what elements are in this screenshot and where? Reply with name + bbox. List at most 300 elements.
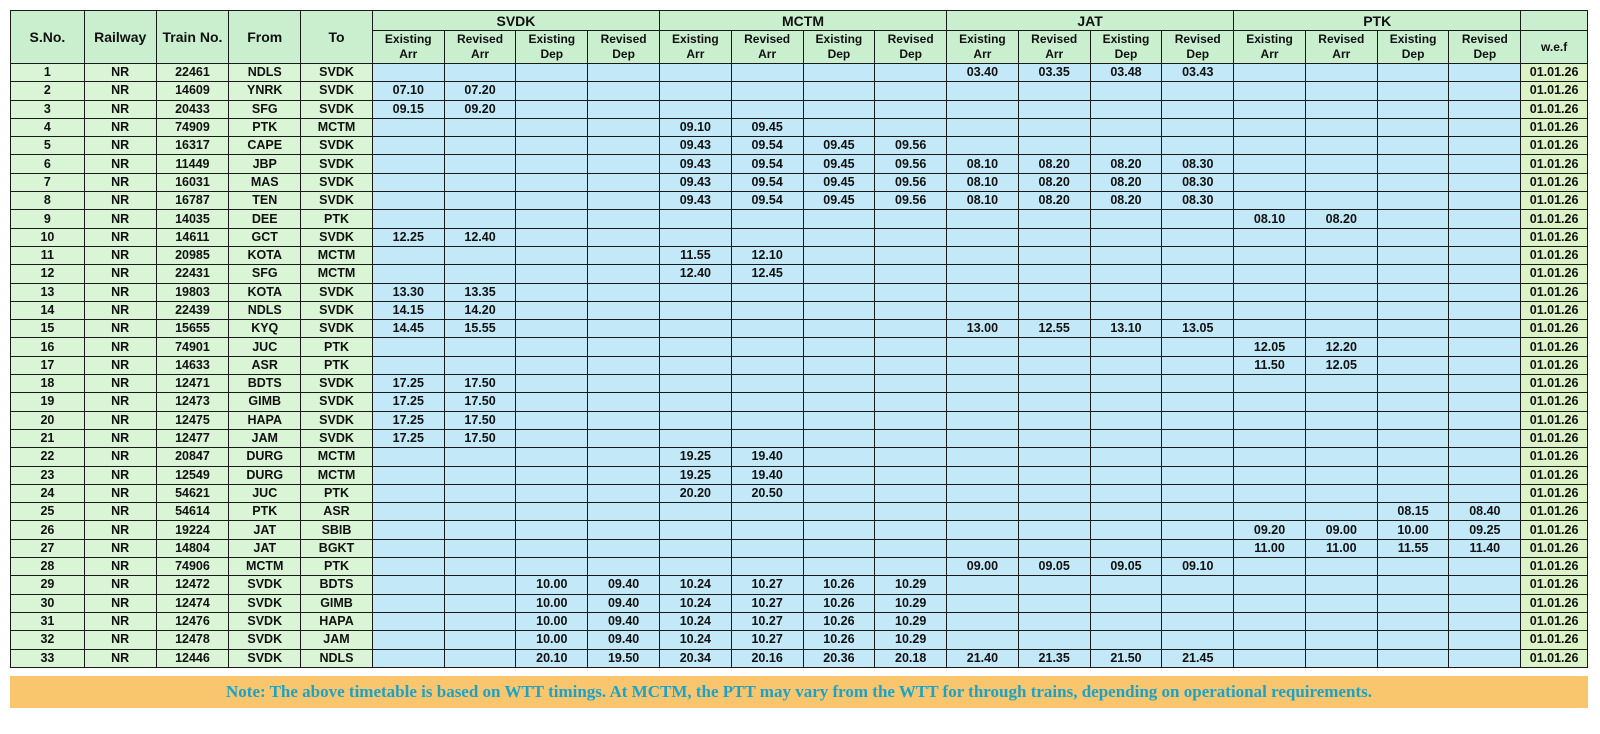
cell-to: SVDK [301,137,373,155]
cell-ptk-existing-arr [1234,64,1306,82]
cell-svdk-existing-arr [372,649,444,667]
cell-jat-existing-arr [947,503,1019,521]
cell-svdk-revised-dep [588,320,660,338]
cell-train-no: 54614 [156,503,229,521]
cell-wef: 01.01.26 [1521,100,1588,118]
cell-jat-revised-dep [1162,594,1234,612]
cell-mctm-existing-dep [803,466,875,484]
cell-railway: NR [84,320,156,338]
cell-mctm-existing-dep [803,484,875,502]
cell-svdk-existing-dep [516,246,588,264]
cell-railway: NR [84,338,156,356]
cell-jat-existing-dep [1090,631,1162,649]
cell-to: SBIB [301,521,373,539]
cell-jat-existing-arr [947,484,1019,502]
cell-ptk-revised-dep [1449,594,1521,612]
cell-mctm-revised-arr: 10.27 [731,594,803,612]
cell-wef: 01.01.26 [1521,484,1588,502]
cell-sno: 22 [11,448,85,466]
cell-svdk-revised-arr [444,539,516,557]
cell-railway: NR [84,393,156,411]
cell-svdk-existing-dep [516,448,588,466]
cell-mctm-existing-arr [659,283,731,301]
cell-svdk-revised-arr: 13.35 [444,283,516,301]
cell-railway: NR [84,118,156,136]
cell-ptk-existing-arr [1234,576,1306,594]
cell-jat-existing-dep [1090,356,1162,374]
cell-mctm-existing-dep [803,64,875,82]
cell-from: DURG [229,448,301,466]
cell-from: KOTA [229,283,301,301]
cell-jat-revised-arr: 08.20 [1018,192,1090,210]
cell-mctm-existing-arr [659,393,731,411]
cell-jat-existing-arr: 08.10 [947,155,1019,173]
cell-ptk-existing-arr [1234,228,1306,246]
cell-svdk-existing-arr [372,137,444,155]
cell-svdk-existing-dep: 10.00 [516,612,588,630]
cell-mctm-revised-arr: 09.54 [731,155,803,173]
cell-mctm-existing-arr: 20.34 [659,649,731,667]
cell-jat-existing-arr [947,594,1019,612]
cell-jat-revised-arr: 21.35 [1018,649,1090,667]
cell-mctm-revised-arr: 10.27 [731,631,803,649]
cell-svdk-existing-dep [516,539,588,557]
cell-jat-revised-dep [1162,265,1234,283]
cell-mctm-existing-arr: 19.25 [659,466,731,484]
cell-ptk-existing-arr [1234,393,1306,411]
table-row [11,137,1588,155]
table-row [11,265,1588,283]
cell-ptk-existing-arr: 12.05 [1234,338,1306,356]
cell-mctm-existing-dep: 09.45 [803,192,875,210]
cell-ptk-revised-arr [1305,192,1377,210]
cell-jat-existing-dep [1090,338,1162,356]
cell-ptk-revised-arr [1305,246,1377,264]
cell-ptk-existing-dep [1377,210,1449,228]
cell-svdk-existing-dep [516,484,588,502]
cell-wef: 01.01.26 [1521,118,1588,136]
cell-ptk-existing-dep [1377,631,1449,649]
cell-railway: NR [84,375,156,393]
cell-from: CAPE [229,137,301,155]
cell-wef: 01.01.26 [1521,64,1588,82]
cell-wef: 01.01.26 [1521,338,1588,356]
cell-jat-revised-arr [1018,356,1090,374]
cell-jat-revised-arr [1018,466,1090,484]
cell-jat-existing-arr [947,82,1019,100]
table-row [11,649,1588,667]
cell-mctm-existing-dep [803,411,875,429]
cell-ptk-existing-arr [1234,375,1306,393]
header-railway: Railway [84,11,156,64]
cell-train-no: 12471 [156,375,229,393]
cell-railway: NR [84,558,156,576]
cell-ptk-revised-arr [1305,466,1377,484]
cell-mctm-existing-dep [803,521,875,539]
cell-jat-revised-arr [1018,594,1090,612]
cell-from: SVDK [229,594,301,612]
cell-jat-existing-arr [947,338,1019,356]
cell-from: DEE [229,210,301,228]
cell-train-no: 19224 [156,521,229,539]
cell-mctm-revised-arr [731,82,803,100]
cell-svdk-revised-dep [588,375,660,393]
cell-ptk-existing-arr [1234,173,1306,191]
cell-mctm-existing-arr: 09.43 [659,173,731,191]
cell-wef: 01.01.26 [1521,448,1588,466]
cell-svdk-existing-arr [372,64,444,82]
cell-svdk-existing-dep: 20.10 [516,649,588,667]
cell-ptk-revised-dep [1449,82,1521,100]
cell-railway: NR [84,521,156,539]
cell-mctm-existing-arr: 09.43 [659,137,731,155]
cell-ptk-revised-arr [1305,411,1377,429]
cell-mctm-revised-dep [875,64,947,82]
cell-ptk-revised-arr: 08.20 [1305,210,1377,228]
cell-mctm-revised-arr: 09.54 [731,192,803,210]
cell-ptk-revised-dep [1449,265,1521,283]
cell-train-no: 11449 [156,155,229,173]
cell-svdk-revised-arr [444,612,516,630]
cell-ptk-existing-arr [1234,631,1306,649]
table-row [11,448,1588,466]
cell-mctm-revised-dep [875,466,947,484]
cell-mctm-revised-arr: 09.54 [731,173,803,191]
cell-svdk-revised-dep [588,558,660,576]
cell-mctm-existing-arr [659,375,731,393]
cell-from: KOTA [229,246,301,264]
cell-mctm-revised-dep [875,393,947,411]
cell-train-no: 20985 [156,246,229,264]
cell-ptk-revised-arr [1305,265,1377,283]
cell-wef: 01.01.26 [1521,155,1588,173]
subheader-svdk-revised-dep: Revised Dep [588,31,660,64]
cell-mctm-existing-dep [803,283,875,301]
cell-svdk-revised-dep [588,100,660,118]
cell-railway: NR [84,265,156,283]
cell-mctm-revised-dep [875,228,947,246]
cell-mctm-revised-dep [875,558,947,576]
cell-mctm-revised-arr: 20.16 [731,649,803,667]
cell-train-no: 15655 [156,320,229,338]
cell-mctm-existing-dep [803,503,875,521]
cell-ptk-revised-arr [1305,301,1377,319]
cell-ptk-revised-arr [1305,82,1377,100]
cell-svdk-revised-arr: 17.50 [444,411,516,429]
cell-ptk-revised-dep [1449,356,1521,374]
cell-sno: 4 [11,118,85,136]
cell-ptk-revised-arr [1305,631,1377,649]
cell-mctm-revised-dep [875,100,947,118]
cell-to: SVDK [301,301,373,319]
cell-jat-revised-arr [1018,82,1090,100]
cell-mctm-existing-dep [803,246,875,264]
cell-svdk-existing-arr [372,503,444,521]
cell-mctm-existing-arr [659,210,731,228]
cell-jat-existing-arr [947,539,1019,557]
subheader-jat-existing-dep: Existing Dep [1090,31,1162,64]
cell-ptk-existing-dep [1377,301,1449,319]
cell-train-no: 14804 [156,539,229,557]
cell-from: SVDK [229,612,301,630]
cell-mctm-existing-arr: 10.24 [659,612,731,630]
cell-ptk-revised-dep [1449,576,1521,594]
cell-mctm-existing-arr: 09.10 [659,118,731,136]
cell-mctm-existing-dep: 20.36 [803,649,875,667]
cell-mctm-revised-dep: 10.29 [875,576,947,594]
cell-jat-revised-dep: 08.30 [1162,173,1234,191]
cell-mctm-revised-dep [875,283,947,301]
cell-mctm-revised-arr [731,301,803,319]
cell-svdk-revised-dep [588,155,660,173]
cell-train-no: 12472 [156,576,229,594]
cell-svdk-existing-dep [516,429,588,447]
cell-svdk-revised-dep [588,503,660,521]
cell-svdk-revised-arr [444,594,516,612]
cell-svdk-revised-dep: 09.40 [588,612,660,630]
cell-mctm-existing-dep: 10.26 [803,631,875,649]
cell-mctm-existing-dep [803,558,875,576]
cell-wef: 01.01.26 [1521,539,1588,557]
cell-svdk-existing-dep [516,100,588,118]
cell-svdk-existing-arr: 17.25 [372,429,444,447]
cell-jat-revised-dep [1162,375,1234,393]
cell-jat-revised-dep [1162,576,1234,594]
cell-railway: NR [84,246,156,264]
cell-ptk-revised-arr [1305,393,1377,411]
table-row [11,356,1588,374]
cell-to: PTK [301,210,373,228]
cell-sno: 17 [11,356,85,374]
cell-ptk-revised-arr [1305,100,1377,118]
cell-jat-existing-arr [947,301,1019,319]
cell-svdk-existing-dep [516,173,588,191]
cell-to: NDLS [301,649,373,667]
cell-mctm-existing-arr [659,503,731,521]
cell-jat-revised-arr: 03.35 [1018,64,1090,82]
cell-ptk-revised-arr [1305,283,1377,301]
cell-to: SVDK [301,192,373,210]
table-row [11,173,1588,191]
cell-sno: 15 [11,320,85,338]
cell-svdk-revised-arr: 09.20 [444,100,516,118]
cell-svdk-existing-dep: 10.00 [516,576,588,594]
cell-svdk-existing-dep [516,411,588,429]
cell-jat-existing-arr: 21.40 [947,649,1019,667]
cell-ptk-revised-arr [1305,155,1377,173]
cell-jat-revised-arr [1018,612,1090,630]
cell-from: KYQ [229,320,301,338]
cell-ptk-revised-dep [1449,631,1521,649]
cell-sno: 33 [11,649,85,667]
cell-svdk-revised-arr [444,521,516,539]
cell-railway: NR [84,411,156,429]
cell-mctm-existing-arr [659,521,731,539]
cell-svdk-existing-arr [372,612,444,630]
cell-mctm-existing-dep [803,82,875,100]
cell-ptk-revised-dep [1449,466,1521,484]
cell-jat-existing-arr [947,612,1019,630]
cell-svdk-existing-dep [516,301,588,319]
cell-mctm-revised-dep [875,429,947,447]
cell-ptk-existing-dep [1377,375,1449,393]
cell-sno: 18 [11,375,85,393]
cell-wef: 01.01.26 [1521,173,1588,191]
cell-svdk-existing-dep [516,393,588,411]
cell-jat-revised-arr [1018,301,1090,319]
cell-ptk-revised-dep [1449,338,1521,356]
header-station-mctm: MCTM [659,11,946,31]
cell-svdk-revised-arr [444,356,516,374]
cell-ptk-existing-arr [1234,649,1306,667]
cell-jat-revised-arr [1018,393,1090,411]
table-row [11,466,1588,484]
cell-svdk-revised-dep [588,393,660,411]
cell-jat-revised-arr [1018,118,1090,136]
cell-train-no: 22431 [156,265,229,283]
cell-ptk-revised-dep [1449,210,1521,228]
cell-mctm-existing-dep [803,210,875,228]
subheader-mctm-existing-arr: Existing Arr [659,31,731,64]
cell-wef: 01.01.26 [1521,411,1588,429]
cell-train-no: 14611 [156,228,229,246]
cell-ptk-revised-arr: 12.20 [1305,338,1377,356]
cell-mctm-revised-arr [731,411,803,429]
cell-svdk-existing-dep [516,228,588,246]
cell-jat-revised-arr: 12.55 [1018,320,1090,338]
cell-svdk-revised-dep [588,539,660,557]
cell-from: PTK [229,503,301,521]
cell-jat-revised-dep [1162,393,1234,411]
cell-from: MAS [229,173,301,191]
cell-svdk-existing-dep [516,137,588,155]
cell-sno: 6 [11,155,85,173]
cell-to: SVDK [301,100,373,118]
cell-railway: NR [84,155,156,173]
cell-ptk-existing-arr [1234,192,1306,210]
cell-jat-revised-dep [1162,246,1234,264]
cell-to: ASR [301,503,373,521]
cell-svdk-revised-dep [588,356,660,374]
cell-from: NDLS [229,64,301,82]
cell-jat-revised-arr [1018,631,1090,649]
cell-ptk-existing-dep [1377,429,1449,447]
cell-jat-existing-dep: 08.20 [1090,192,1162,210]
cell-to: SVDK [301,393,373,411]
cell-sno: 3 [11,100,85,118]
cell-svdk-existing-dep: 10.00 [516,594,588,612]
cell-train-no: 12474 [156,594,229,612]
cell-from: ASR [229,356,301,374]
cell-ptk-existing-dep [1377,82,1449,100]
cell-ptk-existing-arr [1234,100,1306,118]
cell-mctm-existing-arr: 10.24 [659,594,731,612]
cell-mctm-revised-arr [731,521,803,539]
cell-from: JUC [229,338,301,356]
cell-mctm-revised-arr: 19.40 [731,466,803,484]
table-row [11,338,1588,356]
timetable-note: Note: The above timetable is based on WTT timings. At MCTM, the PTT may vary from the WTT for through trains, depending on operational requirements. [10,676,1588,708]
cell-svdk-revised-dep [588,210,660,228]
cell-sno: 20 [11,411,85,429]
cell-jat-existing-dep [1090,429,1162,447]
cell-ptk-existing-dep [1377,100,1449,118]
cell-mctm-revised-dep [875,82,947,100]
cell-ptk-revised-dep [1449,301,1521,319]
cell-mctm-existing-arr: 09.43 [659,192,731,210]
cell-ptk-existing-dep [1377,558,1449,576]
cell-svdk-existing-arr: 13.30 [372,283,444,301]
table-row [11,558,1588,576]
cell-ptk-existing-arr: 11.50 [1234,356,1306,374]
cell-svdk-existing-arr: 09.15 [372,100,444,118]
cell-from: SVDK [229,576,301,594]
cell-jat-revised-dep [1162,448,1234,466]
cell-svdk-existing-arr: 17.25 [372,375,444,393]
cell-svdk-existing-arr [372,631,444,649]
cell-jat-existing-arr: 03.40 [947,64,1019,82]
cell-jat-existing-dep [1090,375,1162,393]
header-station-jat: JAT [947,11,1234,31]
cell-sno: 16 [11,338,85,356]
cell-jat-revised-dep [1162,484,1234,502]
cell-ptk-revised-dep [1449,246,1521,264]
cell-jat-revised-dep [1162,82,1234,100]
cell-svdk-revised-arr: 15.55 [444,320,516,338]
cell-sno: 21 [11,429,85,447]
cell-svdk-existing-dep [516,192,588,210]
cell-mctm-existing-arr [659,429,731,447]
subheader-jat-revised-dep: Revised Dep [1162,31,1234,64]
cell-sno: 27 [11,539,85,557]
cell-svdk-existing-dep [516,503,588,521]
cell-svdk-revised-dep [588,173,660,191]
cell-ptk-existing-arr [1234,155,1306,173]
cell-ptk-existing-dep [1377,576,1449,594]
cell-svdk-existing-arr [372,192,444,210]
cell-svdk-existing-arr [372,484,444,502]
subheader-ptk-existing-arr: Existing Arr [1234,31,1306,64]
cell-sno: 7 [11,173,85,191]
cell-mctm-existing-arr: 19.25 [659,448,731,466]
cell-svdk-existing-dep [516,320,588,338]
cell-to: PTK [301,484,373,502]
cell-mctm-existing-arr: 10.24 [659,631,731,649]
cell-svdk-revised-dep [588,137,660,155]
cell-jat-existing-arr [947,137,1019,155]
cell-mctm-revised-arr [731,228,803,246]
cell-ptk-existing-dep [1377,283,1449,301]
cell-train-no: 16031 [156,173,229,191]
subheader-mctm-revised-dep: Revised Dep [875,31,947,64]
cell-mctm-revised-arr [731,100,803,118]
cell-ptk-existing-arr [1234,594,1306,612]
cell-railway: NR [84,612,156,630]
cell-jat-revised-arr [1018,338,1090,356]
cell-svdk-revised-arr: 17.50 [444,375,516,393]
cell-svdk-revised-dep: 09.40 [588,594,660,612]
cell-ptk-revised-dep [1449,192,1521,210]
cell-svdk-revised-arr [444,484,516,502]
subheader-svdk-existing-arr: Existing Arr [372,31,444,64]
cell-jat-revised-dep [1162,228,1234,246]
cell-mctm-existing-dep [803,429,875,447]
cell-to: PTK [301,356,373,374]
cell-svdk-existing-dep [516,356,588,374]
cell-ptk-existing-arr [1234,411,1306,429]
cell-train-no: 16787 [156,192,229,210]
subheader-ptk-existing-dep: Existing Dep [1377,31,1449,64]
